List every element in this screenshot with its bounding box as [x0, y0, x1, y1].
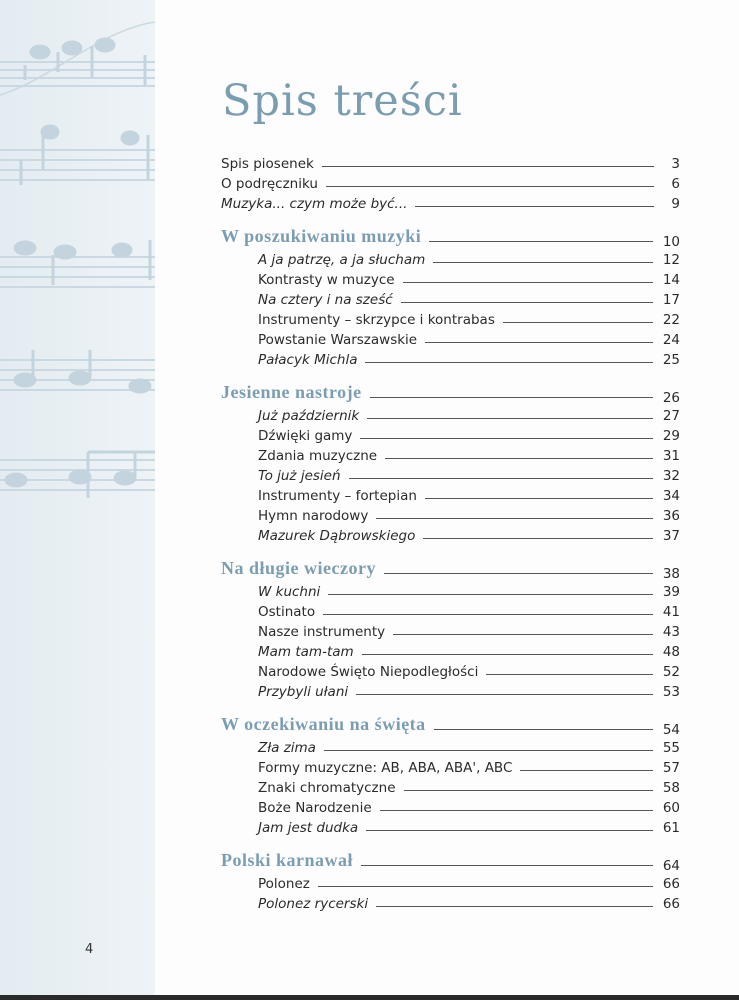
toc-entry-title: W kuchni	[258, 584, 321, 600]
toc-page-number: 64	[662, 858, 680, 874]
toc-entry-title: W oczekiwaniu na święta	[221, 714, 426, 734]
toc-entry-title: Pałacyk Michla	[258, 352, 358, 368]
leader-line	[423, 538, 652, 539]
leader-line	[503, 322, 653, 323]
toc-entry-title: Przybyli ułani	[258, 684, 349, 700]
toc-page-number: 9	[671, 196, 680, 212]
toc-entry-title: Mazurek Dąbrowskiego	[258, 528, 416, 544]
leader-line	[433, 262, 653, 263]
toc-entry-title: Polonez rycerski	[258, 896, 369, 912]
toc-entry-title: Na cztery i na sześć	[258, 292, 393, 308]
leader-line	[404, 790, 653, 791]
page-title: Spis treści	[222, 76, 463, 126]
toc-entry	[221, 248, 680, 268]
leader-line	[326, 186, 654, 187]
toc-entry-title: Na długie wieczory	[221, 558, 376, 578]
toc-entry	[221, 404, 680, 424]
leader-line	[362, 654, 653, 655]
toc-entry-title: Boże Narodzenie	[258, 800, 372, 816]
toc-page-number: 14	[662, 272, 680, 288]
toc-page-number: 3	[671, 156, 680, 172]
toc-page-number: 57	[662, 760, 680, 776]
toc-entry	[221, 268, 680, 288]
toc-entry-title: Dźwięki gamy	[258, 428, 353, 444]
toc-page-number: 22	[662, 312, 680, 328]
toc-page-number: 38	[662, 566, 680, 582]
toc-entry-title: Zła zima	[258, 740, 316, 756]
toc-page-number: 52	[662, 664, 680, 680]
music-staff-icon	[0, 0, 155, 995]
leader-line	[380, 810, 653, 811]
toc-section-heading	[221, 225, 680, 250]
toc-page-number: 10	[662, 234, 680, 250]
toc-entry-title: Nasze instrumenty	[258, 624, 386, 640]
toc-page-number: 6	[671, 176, 680, 192]
leader-line	[385, 458, 653, 459]
leader-line	[393, 634, 653, 635]
toc-entry	[221, 484, 680, 504]
leader-line	[367, 418, 653, 419]
leader-line	[425, 342, 653, 343]
toc-entry	[221, 504, 680, 524]
toc-entry-title: Muzyka... czym może być...	[221, 196, 408, 212]
toc-entry-title: Polonez	[258, 876, 310, 892]
leader-line	[434, 729, 653, 730]
toc-page-number: 12	[662, 252, 680, 268]
toc-entry-title: Ostinato	[258, 604, 316, 620]
leader-line	[365, 362, 652, 363]
toc-entry-title: Kontrasty w muzyce	[258, 272, 395, 288]
toc-page-number: 41	[662, 604, 680, 620]
toc-entry	[221, 600, 680, 620]
toc-page-number: 26	[662, 390, 680, 406]
toc-entry	[221, 424, 680, 444]
leader-line	[486, 674, 652, 675]
toc-entry	[221, 816, 680, 836]
toc-section-heading	[221, 557, 680, 582]
toc-page-number: 27	[662, 408, 680, 424]
toc-entry	[221, 640, 680, 660]
leader-line	[425, 498, 653, 499]
sheet-music-decoration	[0, 0, 155, 995]
toc-page-number: 43	[662, 624, 680, 640]
page-edge	[0, 995, 739, 1000]
toc-entry	[221, 288, 680, 308]
leader-line	[356, 694, 653, 695]
toc-entry-title: Spis piosenek	[221, 156, 314, 172]
leader-line	[318, 886, 653, 887]
toc-entry	[221, 580, 680, 600]
leader-line	[349, 478, 653, 479]
leader-line	[415, 206, 654, 207]
toc-section-heading	[221, 849, 680, 874]
toc-page-number: 25	[662, 352, 680, 368]
toc-entry	[221, 892, 680, 912]
toc-entry-title: Znaki chromatyczne	[258, 780, 396, 796]
toc-entry-title: Instrumenty – fortepian	[258, 488, 417, 504]
leader-line	[322, 166, 654, 167]
toc-page-number: 31	[662, 448, 680, 464]
leader-line	[366, 830, 653, 831]
toc-entry-title: Jam jest dudka	[258, 820, 359, 836]
toc-entry	[221, 872, 680, 892]
toc-section-heading	[221, 713, 680, 738]
toc-entry-title: To już jesień	[258, 468, 341, 484]
leader-line	[384, 573, 653, 574]
page-number: 4	[85, 942, 94, 957]
toc-entry	[221, 776, 680, 796]
toc-page-number: 60	[662, 800, 680, 816]
table-of-contents	[221, 152, 680, 912]
toc-entry	[221, 308, 680, 328]
toc-entry	[221, 620, 680, 640]
toc-page-number: 34	[662, 488, 680, 504]
toc-entry	[221, 736, 680, 756]
leader-line	[370, 397, 653, 398]
toc-entry	[221, 660, 680, 680]
toc-entry-title: Mam tam-tam	[258, 644, 354, 660]
toc-entry-title: Polski karnawał	[221, 850, 354, 870]
toc-page-number: 61	[662, 820, 680, 836]
toc-entry	[221, 680, 680, 700]
leader-line	[403, 282, 653, 283]
toc-page-number: 48	[662, 644, 680, 660]
toc-entry	[221, 444, 680, 464]
leader-line	[401, 302, 653, 303]
toc-entry-title: Instrumenty – skrzypce i kontrabas	[258, 312, 495, 328]
toc-page-number: 39	[662, 584, 680, 600]
toc-entry	[221, 172, 680, 192]
toc-entry	[221, 796, 680, 816]
toc-section-heading	[221, 381, 680, 406]
leader-line	[324, 750, 653, 751]
toc-page-number: 54	[662, 722, 680, 738]
toc-page-number: 37	[662, 528, 680, 544]
leader-line	[323, 614, 653, 615]
toc-entry-title: A ja patrzę, a ja słucham	[258, 252, 426, 268]
leader-line	[376, 906, 653, 907]
leader-line	[328, 594, 653, 595]
toc-entry	[221, 348, 680, 368]
leader-line	[376, 518, 652, 519]
toc-entry	[221, 756, 680, 776]
toc-page-number: 29	[662, 428, 680, 444]
toc-entry	[221, 464, 680, 484]
toc-page-number: 24	[662, 332, 680, 348]
leader-line	[360, 438, 652, 439]
toc-entry-title: Narodowe Święto Niepodległości	[258, 664, 479, 680]
toc-page-number: 53	[662, 684, 680, 700]
toc-entry	[221, 328, 680, 348]
toc-entry-title: Zdania muzyczne	[258, 448, 378, 464]
leader-line	[361, 865, 653, 866]
toc-page-number: 32	[662, 468, 680, 484]
leader-line	[429, 241, 653, 242]
toc-entry-title: O podręczniku	[221, 176, 318, 192]
toc-entry	[221, 152, 680, 172]
toc-entry-title: W poszukiwaniu muzyki	[221, 226, 422, 246]
toc-page-number: 36	[662, 508, 680, 524]
toc-entry	[221, 524, 680, 544]
toc-page-number: 66	[662, 896, 680, 912]
toc-entry-title: Formy muzyczne: AB, ABA, ABA', ABC	[258, 760, 513, 776]
toc-entry-title: Już październik	[258, 408, 360, 424]
toc-entry-title: Powstanie Warszawskie	[258, 332, 418, 348]
toc-page-number: 17	[662, 292, 680, 308]
leader-line	[520, 770, 652, 771]
toc-entry-title: Hymn narodowy	[258, 508, 369, 524]
toc-page-number: 55	[662, 740, 680, 756]
toc-page-number: 66	[662, 876, 680, 892]
toc-page-number: 58	[662, 780, 680, 796]
toc-entry	[221, 192, 680, 212]
toc-entry-title: Jesienne nastroje	[221, 382, 362, 402]
